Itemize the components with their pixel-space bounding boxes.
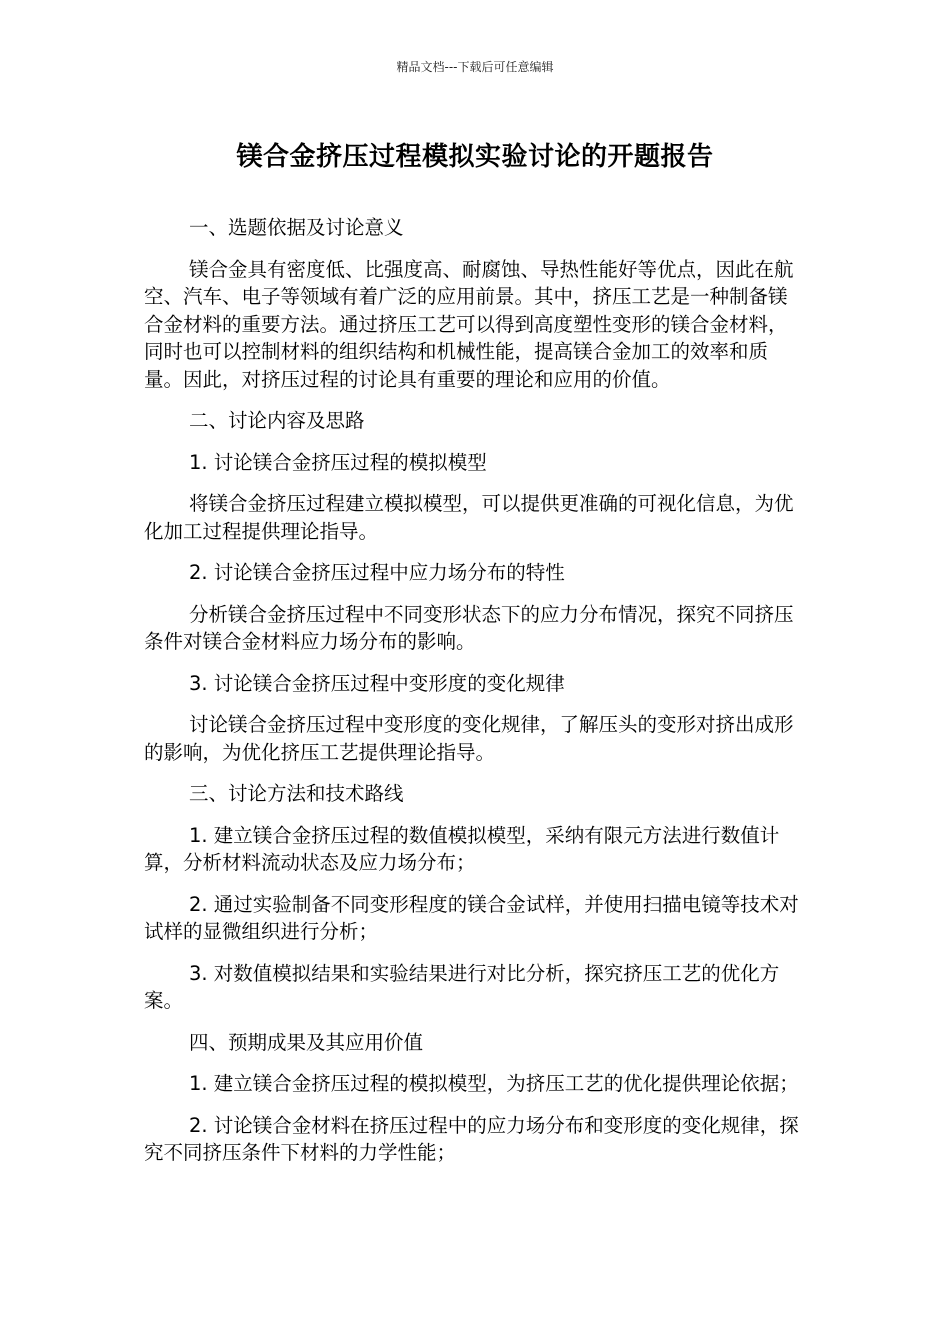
section-2-item-3-title: 3. 讨论镁合金挤压过程中变形度的变化规律 xyxy=(189,671,565,695)
section-4-item-2: 2. 讨论镁合金材料在挤压过程中的应力场分布和变形度的变化规律，探究不同挤压条件下材料的力学性能； xyxy=(144,1113,799,1164)
section-2-item-3-body: 讨论镁合金挤压过程中变形度的变化规律，了解压头的变形对挤出成形的影响，为优化挤压工艺提供理论指导。 xyxy=(144,713,794,764)
section-heading-1: 一、选题依据及讨论意义 xyxy=(189,216,404,239)
document-title: 镁合金挤压过程模拟实验讨论的开题报告 xyxy=(236,142,714,172)
section-3-item-1: 1. 建立镁合金挤压过程的数值模拟模型，采纳有限元方法进行数值计算，分析材料流动状态及应力场分布； xyxy=(144,823,780,874)
document-body xyxy=(144,214,804,1181)
section-heading-4: 四、预期成果及其应用价值 xyxy=(189,1030,424,1054)
section-2-item-2-title: 2. 讨论镁合金挤压过程中应力场分布的特性 xyxy=(189,561,565,584)
section-heading-2: 二、讨论内容及思路 xyxy=(189,409,365,432)
section-2-item-2-body: 分析镁合金挤压过程中不同变形状态下的应力分布情况，探究不同挤压条件对镁合金材料应力场分布的影响。 xyxy=(144,602,794,653)
section-3-item-3: 3. 对数值模拟结果和实验结果进行对比分析，探究挤压工艺的优化方案。 xyxy=(144,961,780,1012)
section-1-paragraph: 镁合金具有密度低、比强度高、耐腐蚀、导热性能好等优点，因此在航空、汽车、电子等领域有着广泛的应用前景。其中，挤压工艺是一种制备镁合金材料的重要方法。通过挤压工艺可以得到高度塑性变形的镁合金材料，同时也可以控制材料的组织结构和机械性能，提高镁合金加工的效率和质量。因此，对挤压过程的讨论具有重要的理论和应用的价值。 xyxy=(144,257,794,391)
section-2-item-1-title: 1. 讨论镁合金挤压过程的模拟模型 xyxy=(189,450,487,474)
section-heading-3: 三、讨论方法和技术路线 xyxy=(189,782,404,805)
section-3-item-2: 2. 通过实验制备不同变形程度的镁合金试样，并使用扫描电镜等技术对试样的显微组织进行分析； xyxy=(144,892,799,943)
header-note: 精品文档---下载后可任意编辑 xyxy=(396,60,554,74)
section-2-item-1-body: 将镁合金挤压过程建立模拟模型，可以提供更准确的可视化信息，为优化加工过程提供理论指导。 xyxy=(144,492,794,543)
section-4-item-1: 1. 建立镁合金挤压过程的模拟模型，为挤压工艺的优化提供理论依据； xyxy=(189,1072,799,1095)
